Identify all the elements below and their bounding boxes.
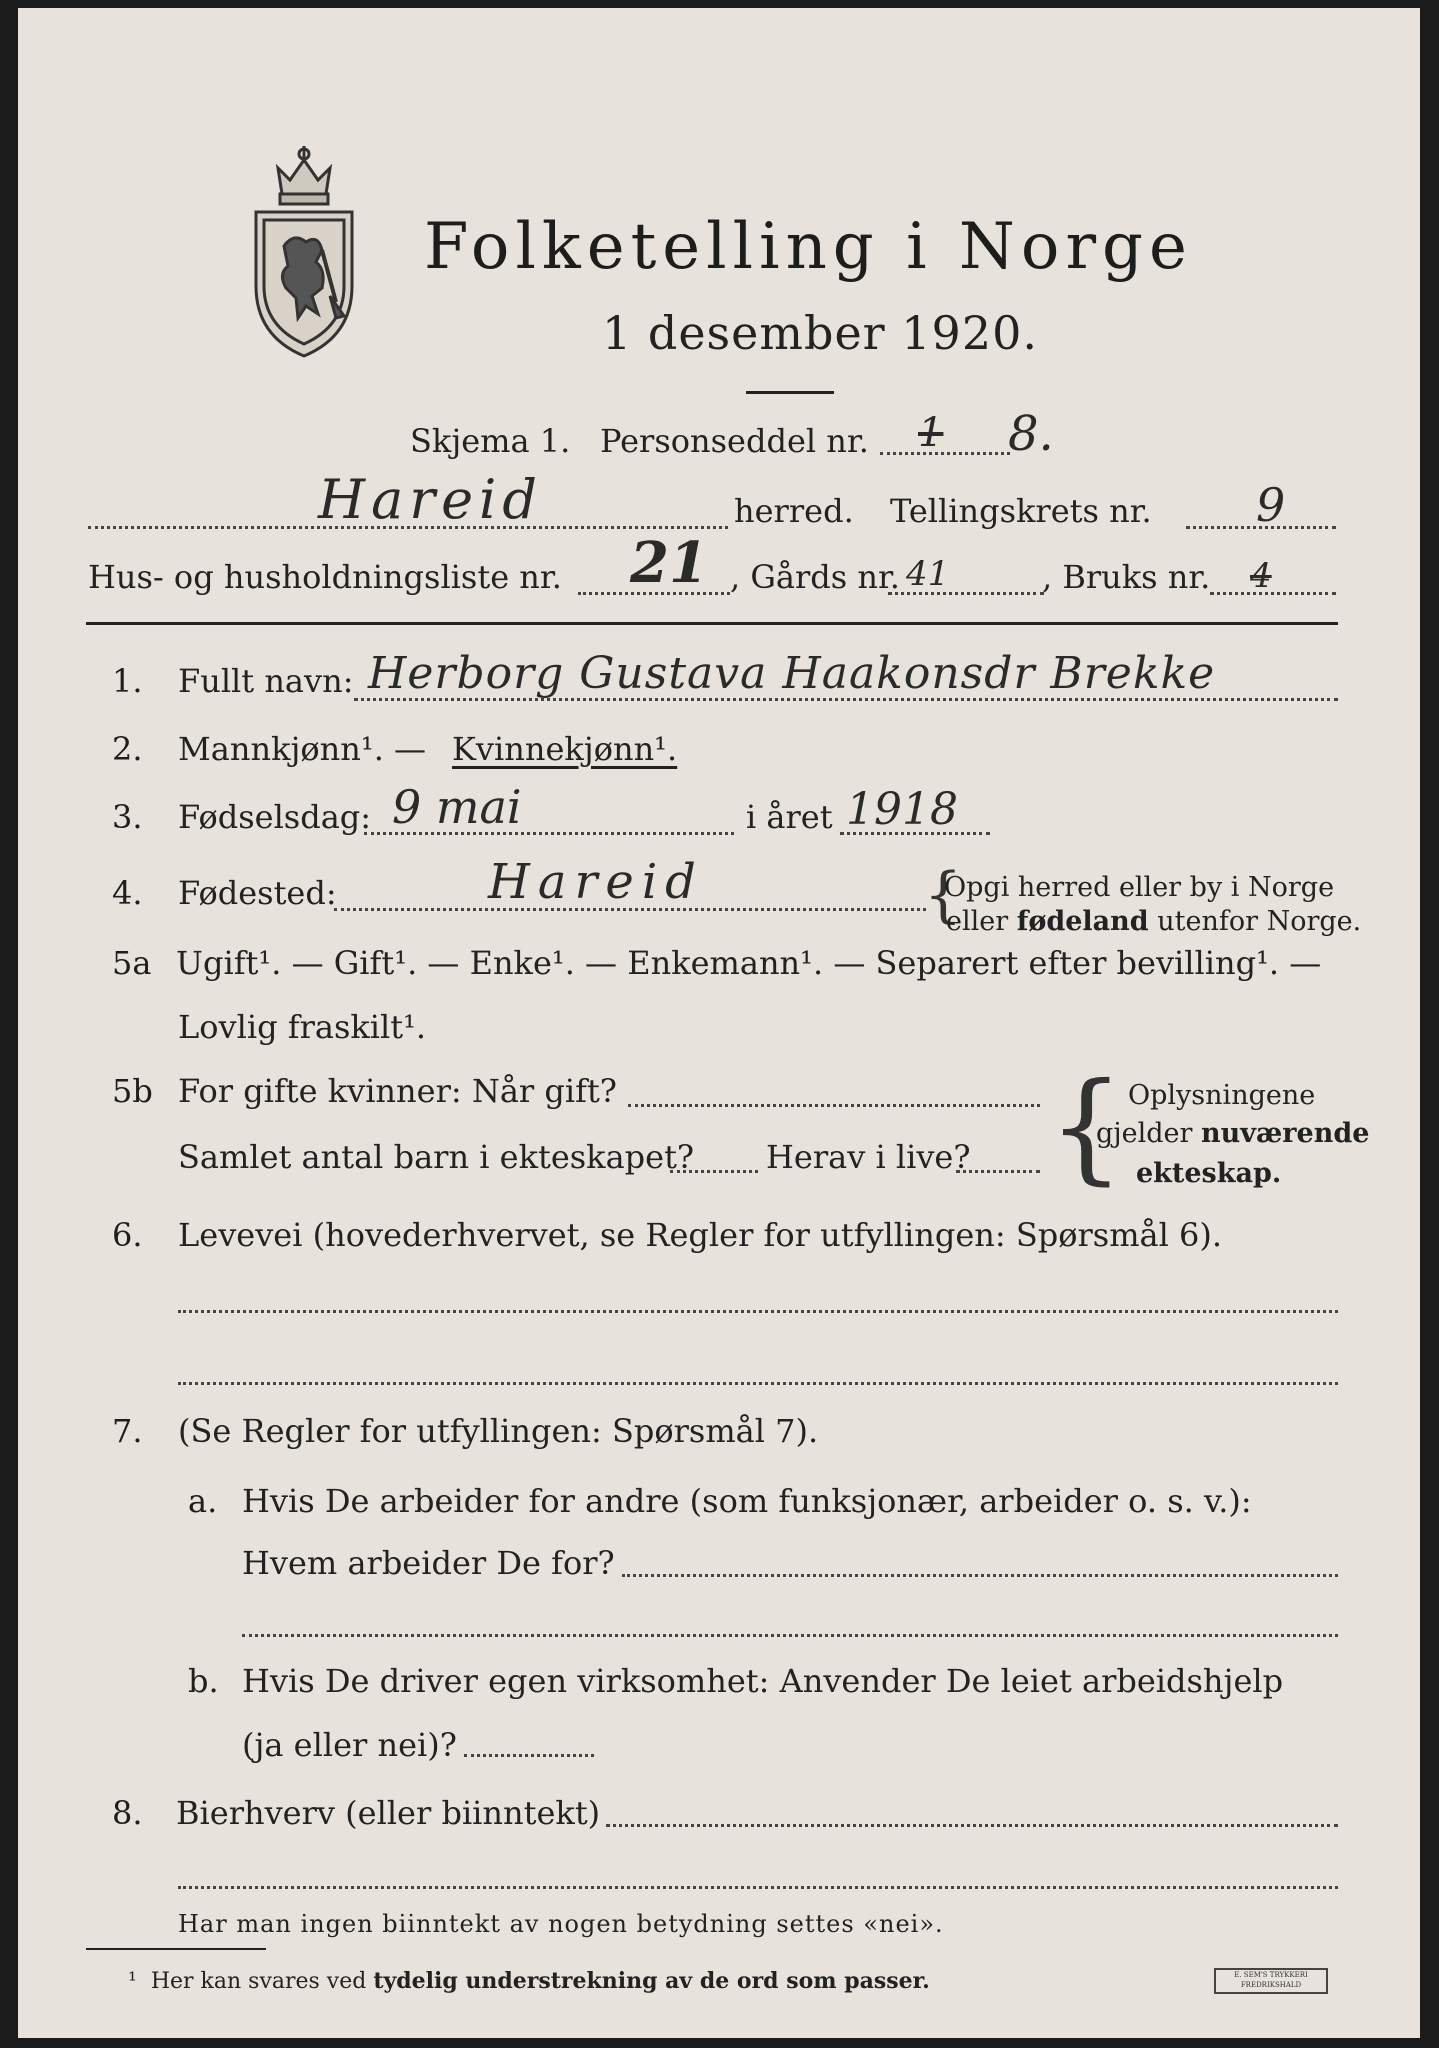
birthday-value: 9 mai bbox=[392, 780, 522, 834]
children-total-field[interactable] bbox=[670, 1170, 758, 1173]
side-income-field-1[interactable] bbox=[606, 1824, 1338, 1827]
bruks-value: 4 bbox=[1250, 556, 1272, 596]
page-title: Folketelling i Norge bbox=[424, 210, 1193, 284]
herred-label: herred. bbox=[734, 492, 854, 530]
tellingskrets-value: 9 bbox=[1256, 478, 1286, 532]
q7-label: (Se Regler for utfyllingen: Spørsmål 7). bbox=[178, 1412, 819, 1450]
side-income-field-2[interactable] bbox=[178, 1886, 1338, 1889]
q4-label: Fødested: bbox=[178, 874, 337, 912]
children-alive-label: Herav i live? bbox=[766, 1138, 971, 1176]
employer-field-2[interactable] bbox=[242, 1634, 1338, 1637]
gender-dash: — bbox=[394, 730, 426, 768]
q5b-note-line2: gjelder nuværende bbox=[1096, 1118, 1370, 1149]
q5b-note-line3: ekteskap. bbox=[1136, 1158, 1282, 1189]
occupation-field-2[interactable] bbox=[178, 1382, 1338, 1385]
herred-value: Hareid bbox=[318, 468, 543, 531]
married-when-field[interactable] bbox=[628, 1104, 1040, 1107]
tellingskrets-label: Tellingskrets nr. bbox=[890, 492, 1152, 530]
bruks-field[interactable] bbox=[1210, 592, 1336, 595]
q4-note-line2: eller fødeland utenfor Norge. bbox=[946, 906, 1362, 937]
title-divider bbox=[746, 391, 834, 394]
q7a-number: a. bbox=[188, 1482, 218, 1520]
q7a-line1: Hvis De arbeider for andre (som funksjonær, arbeider o. s. v.): bbox=[242, 1482, 1252, 1520]
q5b-brace: { bbox=[1048, 1058, 1125, 1197]
q8-number: 8. bbox=[112, 1794, 143, 1832]
children-total-label: Samlet antal barn i ekteskapet? bbox=[178, 1138, 695, 1176]
gender-male-option[interactable]: Mannkjønn¹. bbox=[178, 730, 384, 768]
children-alive-field[interactable] bbox=[956, 1170, 1040, 1173]
married-when-label: For gifte kvinner: Når gift? bbox=[178, 1072, 617, 1110]
birthplace-value: Hareid bbox=[488, 854, 704, 910]
bruks-label: , Bruks nr. bbox=[1042, 558, 1211, 596]
q5b-number: 5b bbox=[112, 1072, 153, 1110]
printer-stamp-line1: E. SEM'S TRYKKERI bbox=[1234, 1971, 1308, 1979]
footnote: ¹ Her kan svares ved tydelig understrekning av de ord som passer. bbox=[128, 1968, 930, 1994]
personseddel-label: Personseddel nr. bbox=[600, 422, 869, 460]
hus-value: 21 bbox=[630, 530, 708, 596]
gender-female-option[interactable]: Kvinnekjønn¹. bbox=[452, 730, 678, 768]
printer-stamp bbox=[1214, 1968, 1328, 1994]
personseddel-struck-value: 1 bbox=[918, 410, 944, 456]
skjema-label: Skjema 1. bbox=[410, 422, 571, 460]
census-form-sheet bbox=[18, 8, 1420, 2038]
q7b-line2: (ja eller nei)? bbox=[242, 1726, 457, 1764]
marital-status-options[interactable]: Ugift¹. — Gift¹. — Enke¹. — Enkemann¹. — Separert efter bevilling¹. — bbox=[176, 944, 1322, 982]
q1-label: Fullt navn: bbox=[178, 662, 354, 700]
q7a-line2: Hvem arbeider De for? bbox=[242, 1544, 615, 1582]
employer-field-1[interactable] bbox=[622, 1574, 1338, 1577]
q2-number: 2. bbox=[112, 730, 143, 768]
full-name-value: Herborg Gustava Haakonsdr Brekke bbox=[368, 648, 1216, 699]
norwegian-coat-of-arms-icon bbox=[248, 146, 360, 358]
footnote-divider bbox=[86, 1948, 266, 1950]
hired-help-field[interactable] bbox=[464, 1754, 594, 1757]
birth-year-value: 1918 bbox=[846, 784, 958, 835]
q4-number: 4. bbox=[112, 874, 143, 912]
personseddel-field[interactable] bbox=[880, 452, 1010, 455]
q7b-line1: Hvis De driver egen virksomhet: Anvender De leiet arbeidshjelp bbox=[242, 1662, 1284, 1700]
q5b-note-line1: Oplysningene bbox=[1128, 1080, 1316, 1111]
marital-status-divorced[interactable]: Lovlig fraskilt¹. bbox=[178, 1008, 427, 1046]
gards-label: , Gårds nr. bbox=[730, 558, 900, 596]
q3-label: Fødselsdag: bbox=[178, 798, 372, 836]
q8-label: Bierhverv (eller biinntekt) bbox=[176, 1794, 601, 1832]
personseddel-value: 8. bbox=[1008, 406, 1054, 462]
printer-stamp-line2: FREDRIKSHALD bbox=[1240, 1981, 1302, 1989]
gards-value: 41 bbox=[906, 554, 950, 594]
q7-number: 7. bbox=[112, 1412, 143, 1450]
census-date: 1 desember 1920. bbox=[602, 306, 1038, 360]
header-divider bbox=[86, 622, 1338, 625]
side-income-note: Har man ingen biinntekt av nogen betydning settes «nei». bbox=[178, 1910, 944, 1938]
q1-number: 1. bbox=[112, 662, 143, 700]
q3-number: 3. bbox=[112, 798, 143, 836]
q4-note-line1: Opgi herred eller by i Norge bbox=[944, 872, 1335, 903]
occupation-field-1[interactable] bbox=[178, 1310, 1338, 1313]
q5a-number: 5a bbox=[112, 944, 152, 982]
q6-label: Levevei (hovederhvervet, se Regler for utfyllingen: Spørsmål 6). bbox=[178, 1216, 1223, 1254]
q4-brace: { bbox=[924, 860, 963, 930]
q6-number: 6. bbox=[112, 1216, 143, 1254]
birth-year-label: i året bbox=[746, 798, 833, 836]
hus-label: Hus- og husholdningsliste nr. bbox=[88, 558, 562, 596]
q7b-number: b. bbox=[188, 1662, 219, 1700]
